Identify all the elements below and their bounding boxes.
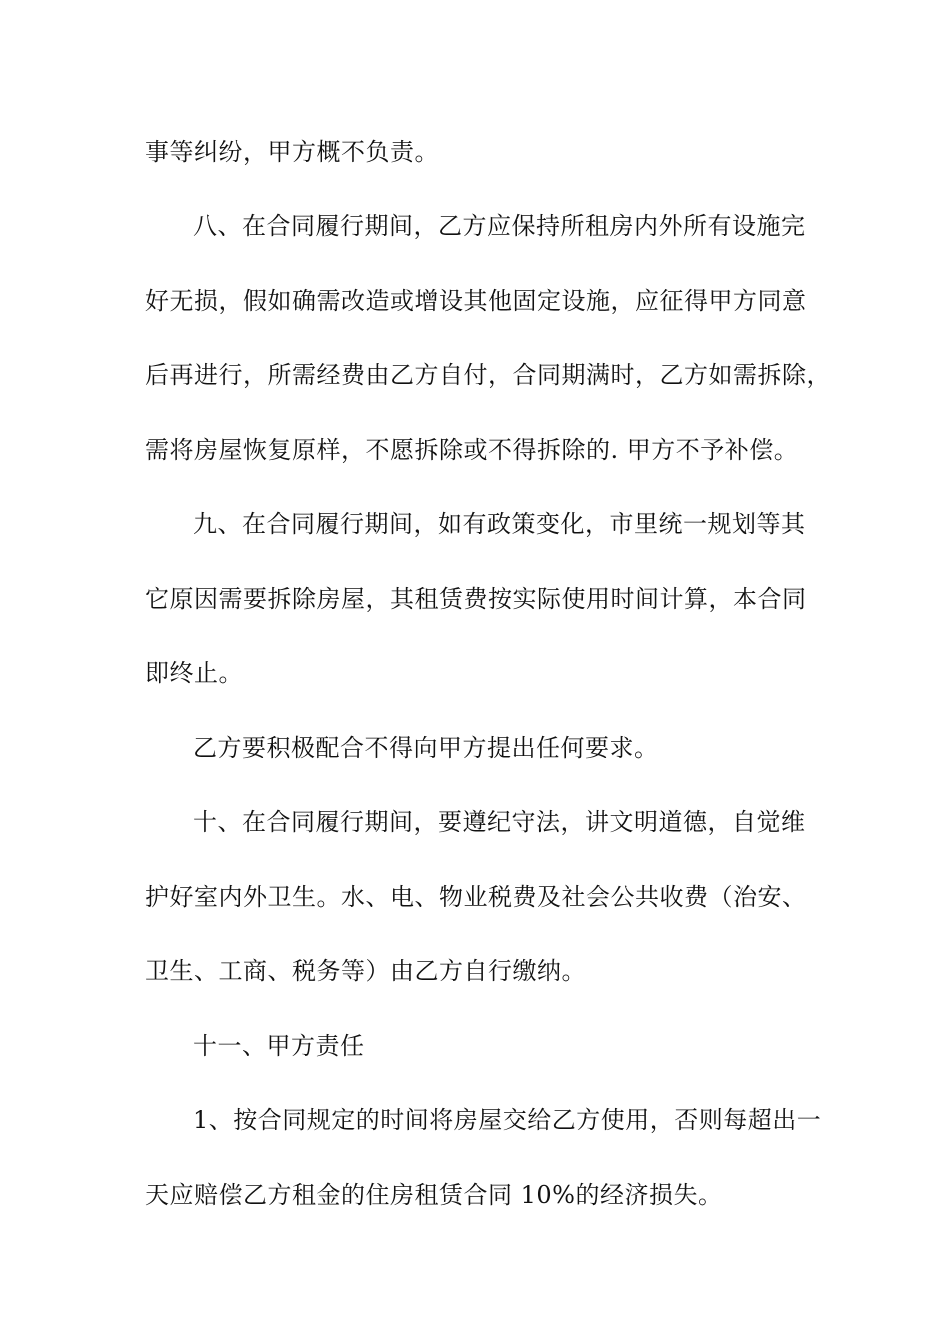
text-line: 事等纠纷，甲方概不负责。: [145, 138, 439, 166]
text-line: 十、在合同履行期间，要遵纪守法，讲文明道德，自觉维: [193, 808, 806, 836]
text-line: 好无损，假如确需改造或增设其他固定设施，应征得甲方同意: [145, 287, 807, 315]
text-line: 乙方要积极配合不得向甲方提出任何要求。: [193, 734, 659, 762]
text-line: 1、按合同规定的时间将房屋交给乙方使用，否则每超出一: [193, 1106, 822, 1134]
text-line: 后再进行，所需经费由乙方自付，合同期满时，乙方如需拆除，: [145, 361, 831, 389]
text-line: 天应赔偿乙方租金的住房租赁合同 10%的经济损失。: [145, 1181, 723, 1209]
text-line: 卫生、工商、税务等）由乙方自行缴纳。: [145, 957, 586, 985]
text-line: 护好室内外卫生。水、电、物业税费及社会公共收费（治安、: [145, 883, 807, 911]
text-line: 即终止。: [145, 659, 243, 687]
text-line: 九、在合同履行期间，如有政策变化，市里统一规划等其: [193, 510, 806, 538]
text-line: 需将房屋恢复原样，不愿拆除或不得拆除的. 甲方不予补偿。: [145, 436, 799, 464]
text-line: 它原因需要拆除房屋，其租赁费按实际使用时间计算，本合同: [145, 585, 807, 613]
section-heading: 十一、甲方责任: [193, 1032, 365, 1060]
text-line: 八、在合同履行期间，乙方应保持所租房内外所有设施完: [193, 212, 806, 240]
